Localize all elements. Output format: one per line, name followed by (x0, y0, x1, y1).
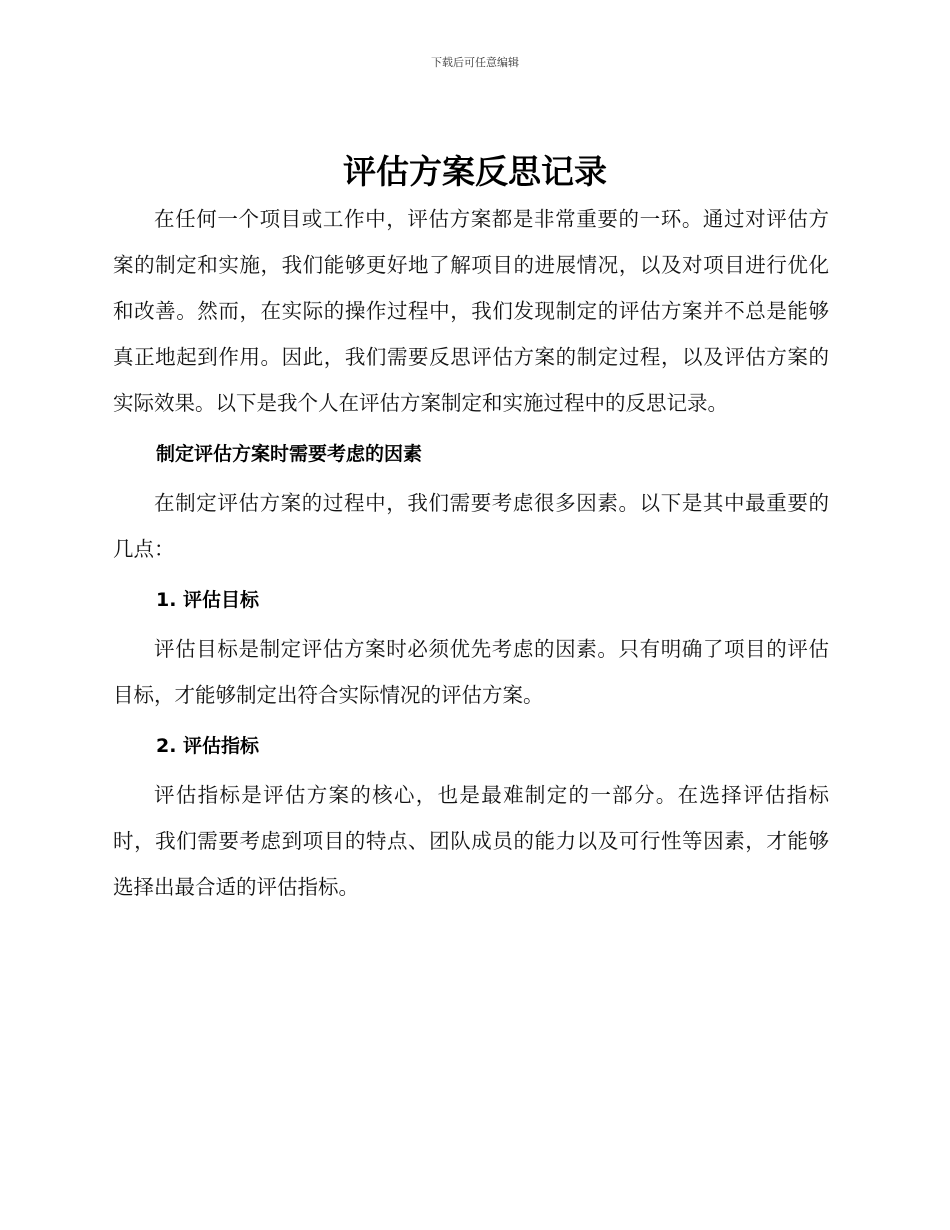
spacer (113, 618, 829, 626)
indicators-paragraph: 评估指标是评估方案的核心，也是最难制定的一部分。在选择评估指标时，我们需要考虑到项目的特点、团队成员的能力以及可行性等因素，才能够选择出最合适的评估指标。 (113, 783, 829, 899)
spacer (113, 472, 829, 480)
goals-paragraph: 评估目标是制定评估方案时必须优先考虑的因素。只有明确了项目的评估目标，才能够制定出符合实际情况的评估方案。 (113, 637, 829, 707)
spacer (113, 572, 829, 582)
spacer (113, 426, 829, 436)
section-heading-factors: 制定评估方案时需要考虑的因素 (156, 443, 423, 465)
item-heading-goals: 1. 评估目标 (156, 589, 260, 611)
item-heading-indicators: 2. 评估指标 (156, 735, 260, 757)
factors-paragraph: 在制定评估方案的过程中，我们需要考虑很多因素。以下是其中最重要的几点： (113, 491, 829, 561)
spacer (113, 718, 829, 728)
document-title: 评估方案反思记录 (343, 152, 607, 191)
spacer (113, 764, 829, 772)
intro-paragraph: 在任何一个项目或工作中，评估方案都是非常重要的一环。通过对评估方案的制定和实施，我们能够更好地了解项目的进展情况，以及对项目进行优化和改善。然而，在实际的操作过程中，我们发现制定的评估方案并不总是能够真正地起到作用。因此，我们需要反思评估方案的制定过程，以及评估方案的实际效果。以下是我个人在评估方案制定和实施过程中的反思记录。 (113, 207, 829, 415)
page-header-note: 下载后可任意编辑 (431, 56, 519, 69)
document-body (113, 196, 829, 910)
